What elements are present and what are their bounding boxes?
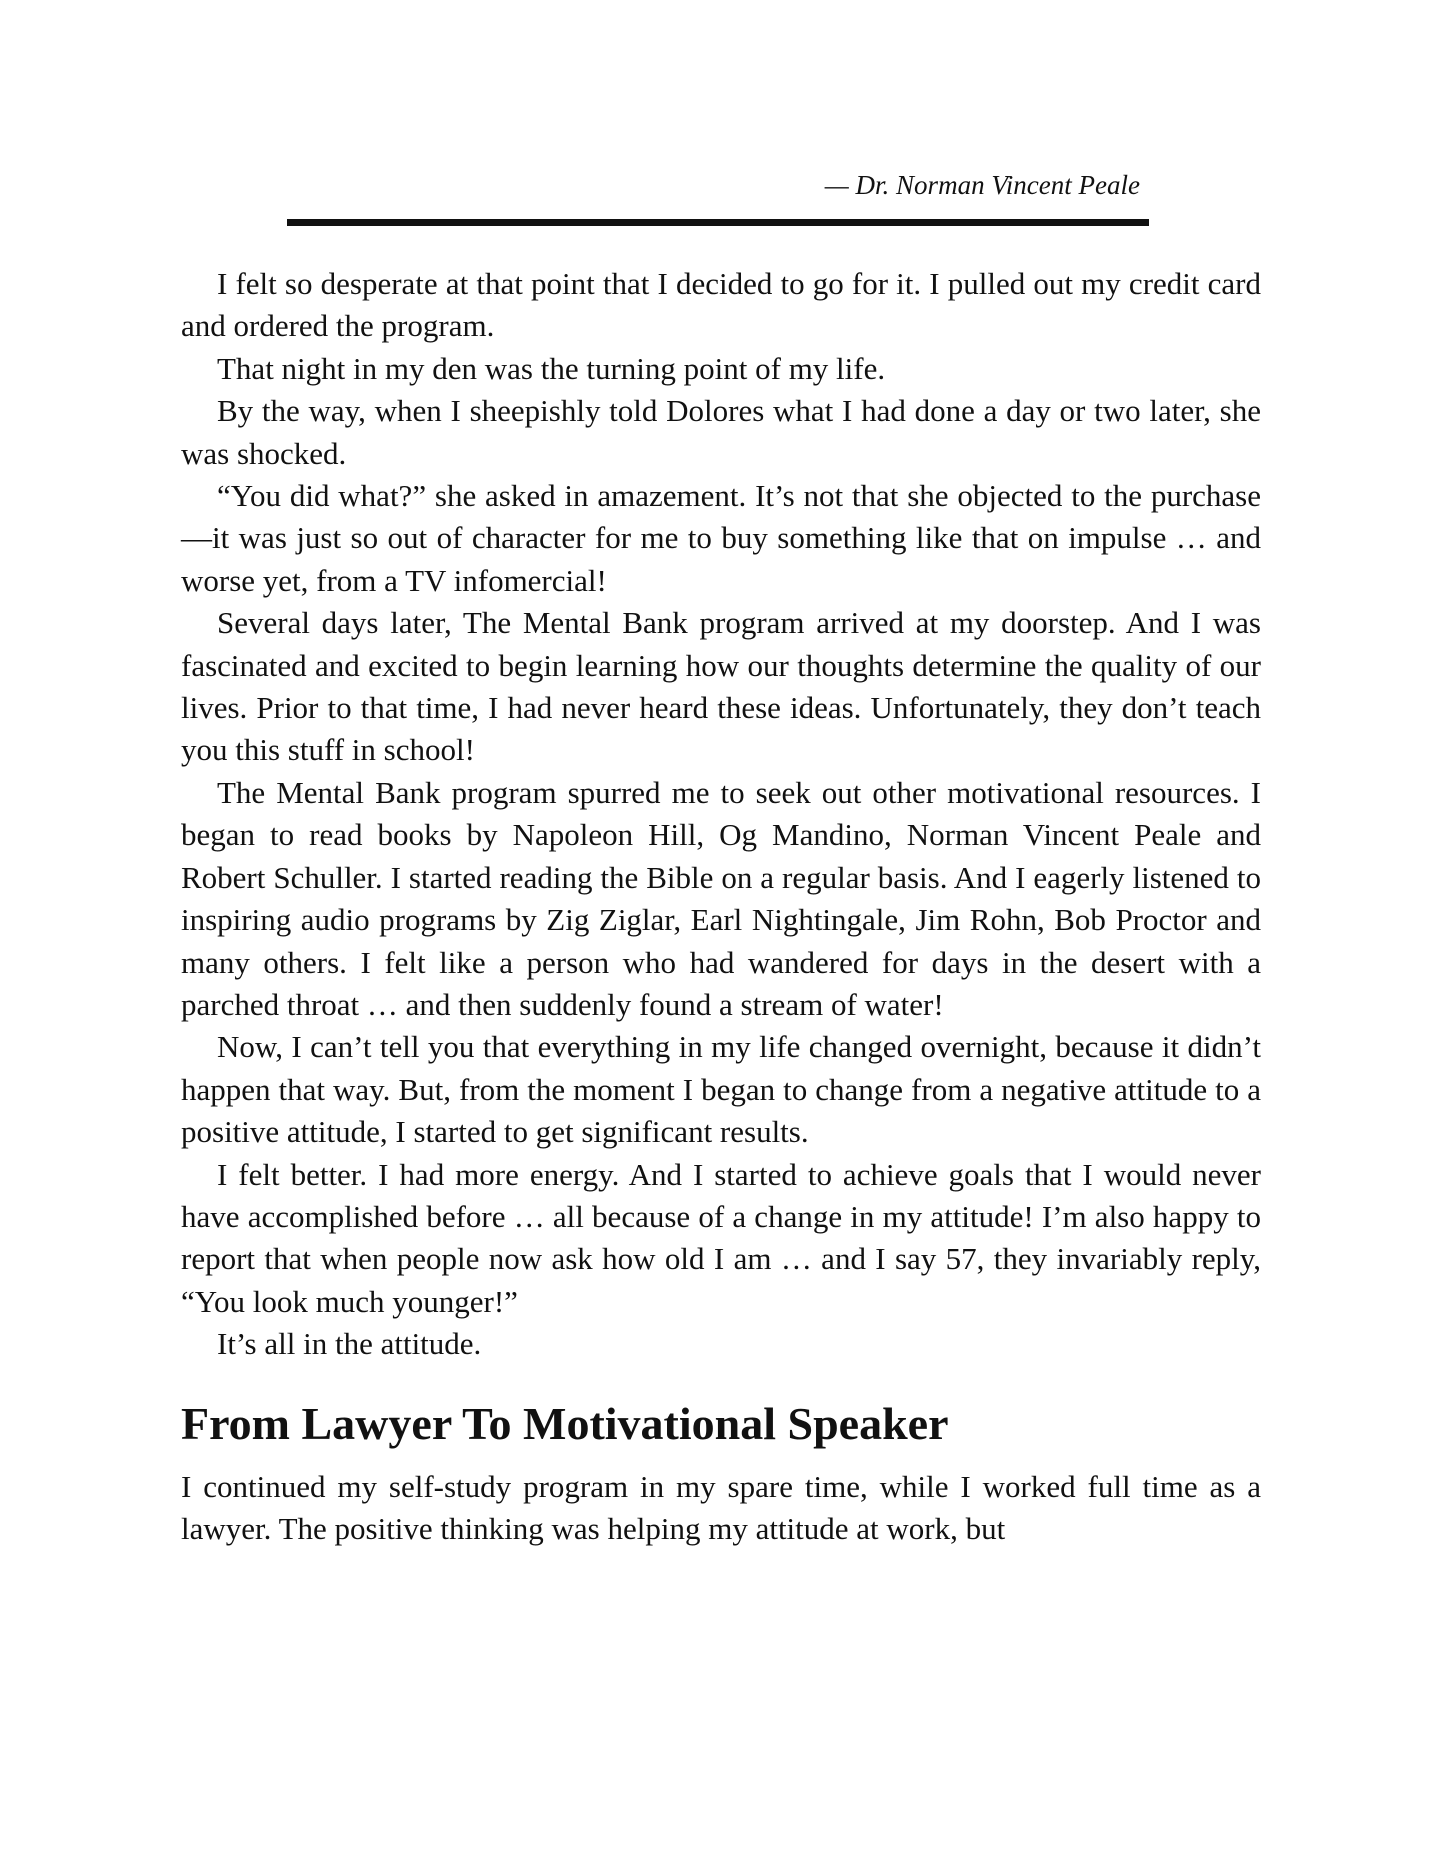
paragraph: I felt better. I had more energy. And I started to achieve goals that I would never have accomplished before … all because of a change in my attitude! I’m also happy to report that when people now ask how old I am … and I say 57, they invariably reply, “You look much younger!”: [181, 1156, 1261, 1319]
paragraph: “You did what?” she asked in amazement. It’s not that she objected to the purchase—it was just so out of character for me to buy something like that on impulse … and worse yet, from a TV infomercial!: [181, 478, 1261, 598]
quote-attribution: — Dr. Norman Vincent Peale: [824, 170, 1140, 200]
body-text: [181, 263, 1261, 1550]
paragraph: Now, I can’t tell you that everything in my life changed overnight, because it didn’t happen that way. But, from the moment I began to change from a negative attitude to a positive attitude, I started to get significant results.: [181, 1029, 1261, 1150]
horizontal-rule: [287, 219, 1149, 226]
section-paragraph: I continued my self-study program in my spare time, while I worked full time as a lawyer. The positive thinking was helping my attitude at work, but: [181, 1468, 1261, 1546]
paragraph: By the way, when I sheepishly told Dolores what I had done a day or two later, she was shocked.: [181, 393, 1261, 471]
paragraph: I felt so desperate at that point that I decided to go for it. I pulled out my credit card and ordered the program.: [181, 266, 1261, 344]
section-heading: From Lawyer To Motivational Speaker: [181, 1397, 949, 1449]
paragraph: Several days later, The Mental Bank program arrived at my doorstep. And I was fascinated and excited to begin learning how our thoughts determine the quality of our lives. Prior to that time, I had never heard these ideas. Unfortunately, they don’t teach you this stuff in school!: [181, 605, 1261, 768]
paragraph: The Mental Bank program spurred me to seek out other motivational resources. I began to read books by Napoleon Hill, Og Mandino, Norman Vincent Peale and Robert Schuller. I started reading the Bible on a regular basis. And I eagerly listened to inspiring audio programs by Zig Ziglar, Earl Nightingale, Jim Rohn, Bob Proctor and many others. I felt like a person who had wandered for days in the desert with a parched throat … and then suddenly found a stream of water!: [181, 774, 1261, 1022]
paragraph: That night in my den was the turning point of my life.: [217, 350, 886, 386]
paragraph: It’s all in the attitude.: [217, 1326, 482, 1362]
